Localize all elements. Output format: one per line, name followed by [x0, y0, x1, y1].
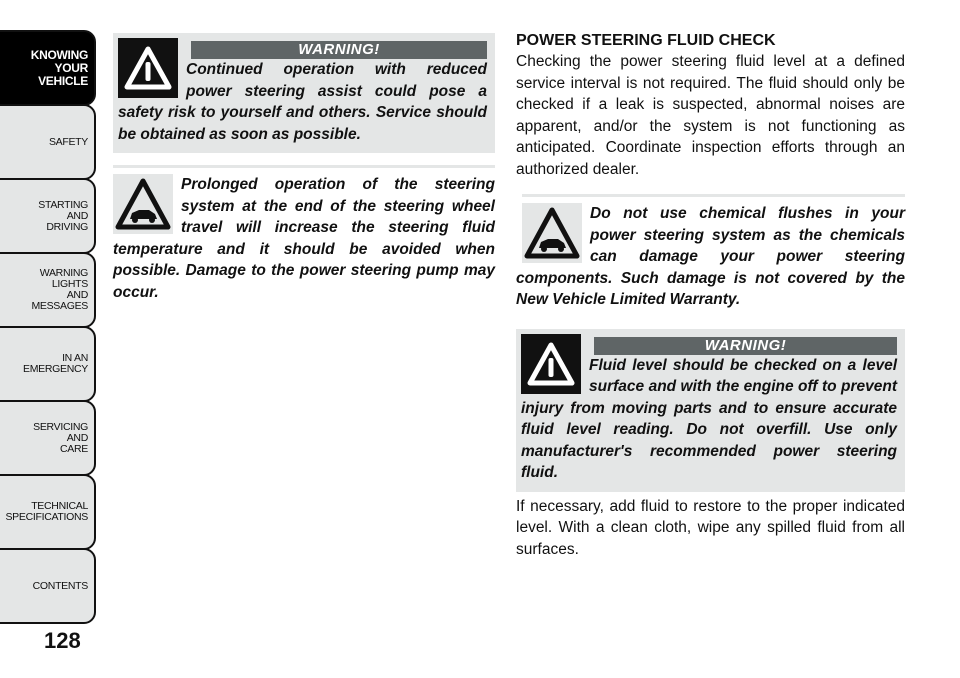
- chapter-tab[interactable]: [0, 178, 96, 254]
- tab-label: AND: [66, 431, 88, 444]
- tab-label: EMERGENCY: [23, 363, 88, 375]
- tab-label: SERVICING: [33, 420, 88, 433]
- tab-label: KNOWING: [30, 47, 88, 62]
- body-paragraph: Checking the power steering fluid level at a defined service interval is not required. The fluid should only be checked if a leak is suspected, abnormal noises are apparent, and/or the system is not functioning as anticipated. Coordinate inspection efforts through an authorized dealer.: [516, 53, 905, 178]
- chapter-tab[interactable]: [0, 252, 96, 328]
- warning-box: [516, 329, 905, 492]
- caution-text: Prolonged operation of the steering system at the end of the steering wheel travel will increase the steering fluid temperature and it should be avoided when possible. Damage to the power steering pump may occur.: [113, 176, 495, 301]
- tab-label: STARTING: [38, 198, 88, 211]
- right-column: [516, 30, 905, 560]
- tab-label: LIGHTS: [51, 278, 88, 290]
- warning-header: WARNING!: [191, 41, 487, 59]
- tab-label: MESSAGES: [31, 300, 88, 312]
- section-heading: POWER STEERING FLUID CHECK: [516, 32, 776, 49]
- warning-box: [113, 33, 495, 153]
- tab-label: AND: [66, 209, 88, 222]
- chapter-tab[interactable]: [0, 400, 96, 476]
- caution-text: Do not use chemical flushes in your power steering system as the chemicals can damage your power steering components. Such damage is not covered by the New Vehicle Limited Warranty.: [516, 205, 905, 308]
- caution-note: [113, 174, 495, 303]
- tab-label: AND: [66, 289, 88, 301]
- tab-label: YOUR: [54, 60, 88, 75]
- warning-text: Continued operation with reduced power steering assist could pose a safety risk to yourself and others. Service should be obtained as soon as possible.: [118, 61, 487, 143]
- left-column: [113, 33, 495, 303]
- warning-triangle-icon: [118, 38, 178, 98]
- tab-label: CARE: [60, 442, 88, 455]
- tab-label: VEHICLE: [38, 73, 88, 88]
- tab-label: SAFETY: [48, 135, 88, 148]
- chapter-tab[interactable]: [0, 30, 96, 106]
- divider: [522, 194, 905, 197]
- caution-car-triangle-icon: [522, 203, 582, 263]
- warning-header: WARNING!: [594, 337, 897, 355]
- tab-label: DRIVING: [46, 220, 88, 233]
- body-paragraph: If necessary, add fluid to restore to the proper indicated level. With a clean cloth, wipe any spilled fluid from all surfaces.: [516, 497, 905, 558]
- tab-label: TECHNICAL: [31, 500, 88, 512]
- chapter-tab[interactable]: [0, 548, 96, 624]
- chapter-tab[interactable]: [0, 474, 96, 550]
- tab-label: IN AN: [62, 352, 88, 364]
- divider: [113, 165, 495, 168]
- tab-label: SPECIFICATIONS: [5, 511, 88, 523]
- chapter-tab[interactable]: [0, 326, 96, 402]
- caution-note: [516, 203, 905, 311]
- caution-car-triangle-icon: [113, 174, 173, 234]
- tab-label: WARNING: [39, 267, 88, 279]
- warning-text: Fluid level should be checked on a level surface and with the engine off to prevent injury from moving parts and to ensure accurate fluid level reading. Do not overfill. Use only manufacturer's recommended power steering fluid.: [521, 356, 897, 481]
- tab-label: CONTENTS: [32, 579, 88, 592]
- chapter-tab[interactable]: [0, 104, 96, 180]
- page-number: 128: [44, 628, 81, 653]
- warning-triangle-icon: [521, 334, 581, 394]
